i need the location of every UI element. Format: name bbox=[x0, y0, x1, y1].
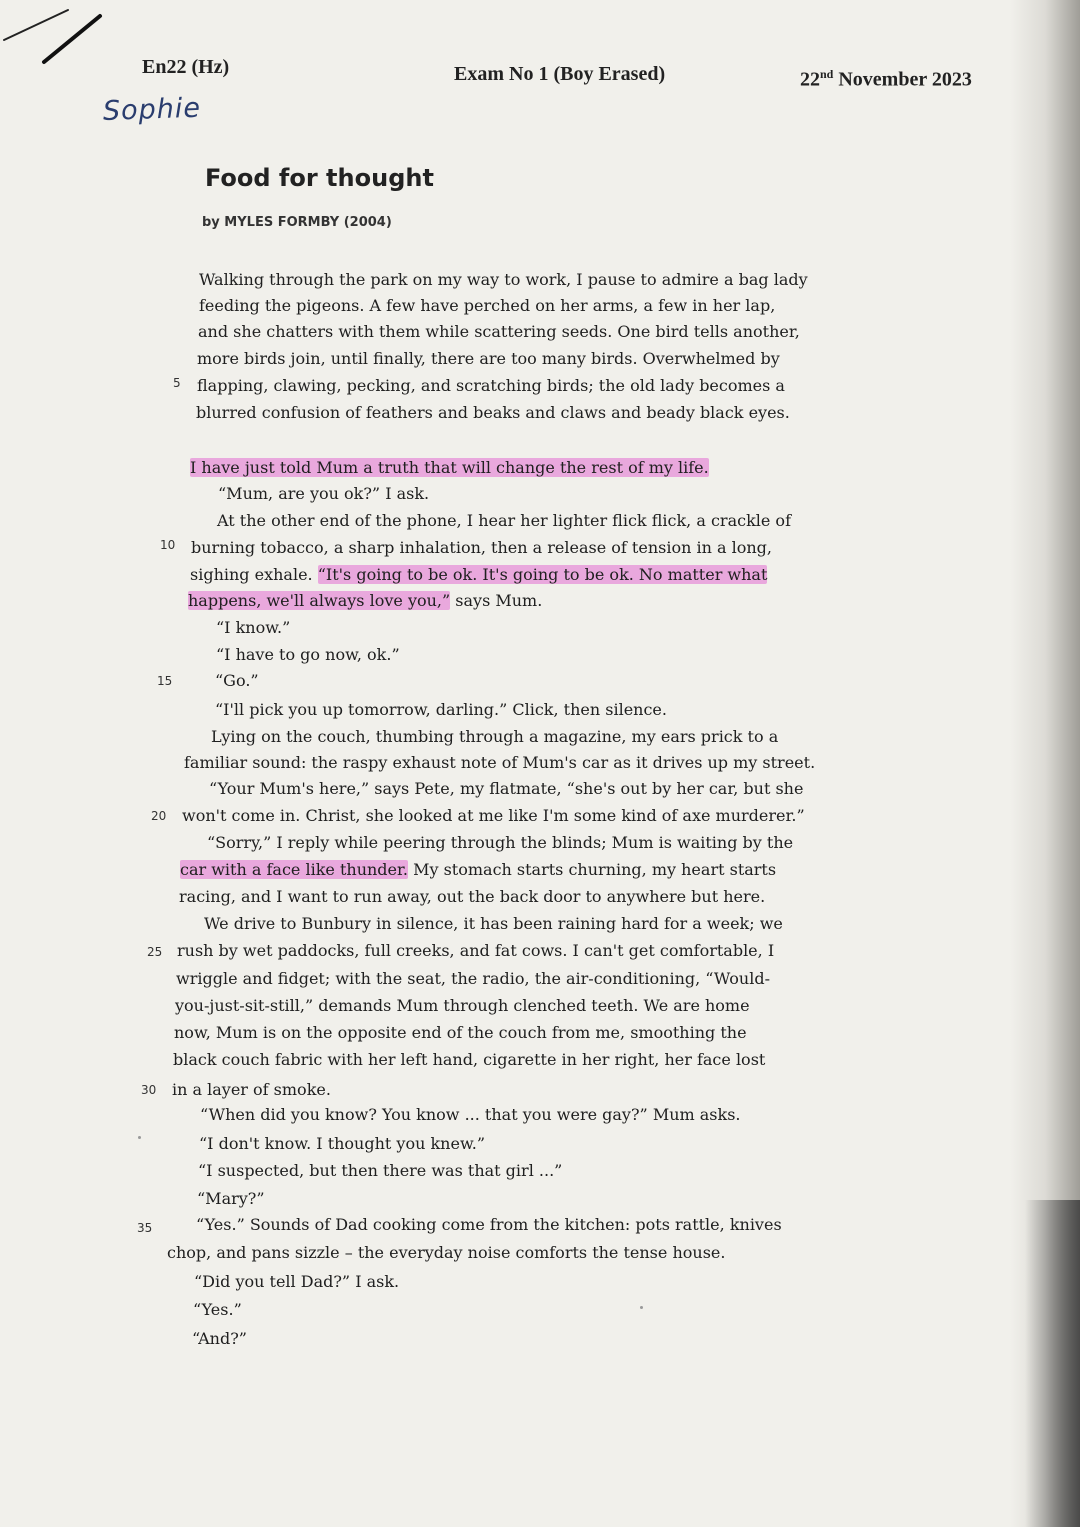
text-line-2: feeding the pigeons. A few have perched on her arms, a few in her lap, bbox=[199, 296, 776, 315]
text-line-22 bbox=[180, 860, 776, 880]
story-author: by MYLES FORMBY (2004) bbox=[202, 215, 392, 230]
line-number: 25 bbox=[147, 945, 163, 959]
text-line-7 bbox=[190, 458, 709, 478]
line-number: 20 bbox=[151, 809, 167, 823]
text-line-5: flapping, clawing, pecking, and scratching birds; the old lady becomes a bbox=[197, 376, 785, 395]
text-line-32: “I don't know. I thought you knew.” bbox=[199, 1134, 486, 1153]
line-number: 10 bbox=[160, 538, 176, 552]
highlighted-text: car with a face like thunder. bbox=[180, 860, 408, 879]
pen-stroke-mark bbox=[0, 0, 110, 70]
text-line-29: black couch fabric with her left hand, cigarette in her right, her face lost bbox=[173, 1050, 766, 1069]
text-line-26: wriggle and fidget; with the seat, the radio, the air-conditioning, “Would- bbox=[176, 969, 770, 988]
student-name-handwritten: Sophie bbox=[102, 92, 202, 127]
text-line-4: more birds join, until finally, there are too many birds. Overwhelmed by bbox=[197, 349, 780, 368]
text-line-3: and she chatters with them while scattering seeds. One bird tells another, bbox=[198, 322, 800, 341]
exam-title: Exam No 1 (Boy Erased) bbox=[454, 63, 666, 85]
exam-date bbox=[800, 67, 972, 92]
text-line-12-plain: says Mum. bbox=[450, 591, 543, 610]
text-line-24: We drive to Bunbury in silence, it has been raining hard for a week; we bbox=[204, 914, 783, 933]
text-line-14: “I have to go now, ok.” bbox=[216, 645, 400, 664]
highlighted-text: “It's going to be ok. It's going to be ok. No matter what bbox=[317, 565, 768, 584]
text-line-37: “Did you tell Dad?” I ask. bbox=[194, 1272, 400, 1291]
text-line-39: “And?” bbox=[192, 1329, 247, 1348]
text-line-11-plain: sighing exhale. bbox=[190, 565, 318, 584]
course-code: En22 (Hz) bbox=[142, 56, 230, 78]
text-line-12 bbox=[188, 591, 542, 611]
text-line-11 bbox=[190, 565, 767, 585]
story-title: Food for thought bbox=[205, 164, 434, 192]
text-line-17: Lying on the couch, thumbing through a magazine, my ears prick to a bbox=[211, 727, 779, 746]
text-line-15: “Go.” bbox=[215, 671, 259, 690]
text-line-19: “Your Mum's here,” says Pete, my flatmate, “she's out by her car, but she bbox=[209, 779, 804, 798]
highlighted-text: happens, we'll always love you,” bbox=[188, 591, 451, 610]
line-number: 30 bbox=[141, 1083, 157, 1097]
text-line-27: you-just-sit-still,” demands Mum through clenched teeth. We are home bbox=[175, 996, 750, 1015]
text-line-23: racing, and I want to run away, out the back door to anywhere but here. bbox=[179, 887, 766, 906]
date-rest: November 2023 bbox=[833, 68, 972, 91]
line-number: 35 bbox=[137, 1221, 153, 1235]
text-line-8: “Mum, are you ok?” I ask. bbox=[218, 484, 430, 503]
text-line-18: familiar sound: the raspy exhaust note of Mum's car as it drives up my street. bbox=[184, 753, 816, 772]
text-line-1: Walking through the park on my way to work, I pause to admire a bag lady bbox=[199, 270, 808, 289]
date-day: 22 bbox=[800, 68, 820, 91]
date-suffix: nd bbox=[820, 67, 834, 81]
text-line-28: now, Mum is on the opposite end of the couch from me, smoothing the bbox=[174, 1023, 747, 1042]
text-line-21: “Sorry,” I reply while peering through the blinds; Mum is waiting by the bbox=[207, 833, 794, 852]
text-line-36: chop, and pans sizzle – the everyday noise comforts the tense house. bbox=[167, 1243, 726, 1262]
text-line-9: At the other end of the phone, I hear her lighter flick flick, a crackle of bbox=[217, 511, 791, 530]
text-line-22-plain: My stomach starts churning, my heart starts bbox=[407, 860, 777, 879]
text-line-20: won't come in. Christ, she looked at me like I'm some kind of axe murderer.” bbox=[182, 806, 805, 825]
highlighted-text: I have just told Mum a truth that will change the rest of my life. bbox=[190, 458, 709, 477]
paper-speck bbox=[640, 1306, 643, 1309]
text-line-31: “When did you know? You know ... that you were gay?” Mum asks. bbox=[200, 1105, 741, 1124]
text-line-30: in a layer of smoke. bbox=[172, 1080, 331, 1099]
text-line-38: “Yes.” bbox=[193, 1300, 242, 1319]
text-line-33: “I suspected, but then there was that girl ...” bbox=[198, 1161, 563, 1180]
text-line-35: “Yes.” Sounds of Dad cooking come from the kitchen: pots rattle, knives bbox=[196, 1215, 782, 1234]
text-line-25: rush by wet paddocks, full creeks, and fat cows. I can't get comfortable, I bbox=[177, 941, 775, 960]
paper-speck bbox=[138, 1136, 141, 1139]
line-number: 15 bbox=[157, 674, 173, 688]
text-line-13: “I know.” bbox=[216, 618, 291, 637]
text-line-34: “Mary?” bbox=[197, 1189, 265, 1208]
text-line-16: “I'll pick you up tomorrow, darling.” Click, then silence. bbox=[215, 700, 667, 719]
text-line-6: blurred confusion of feathers and beaks and claws and beady black eyes. bbox=[196, 403, 790, 422]
page-edge-shadow-dark bbox=[1025, 1200, 1080, 1527]
line-number: 5 bbox=[173, 376, 181, 390]
text-line-10: burning tobacco, a sharp inhalation, then a release of tension in a long, bbox=[191, 538, 772, 557]
